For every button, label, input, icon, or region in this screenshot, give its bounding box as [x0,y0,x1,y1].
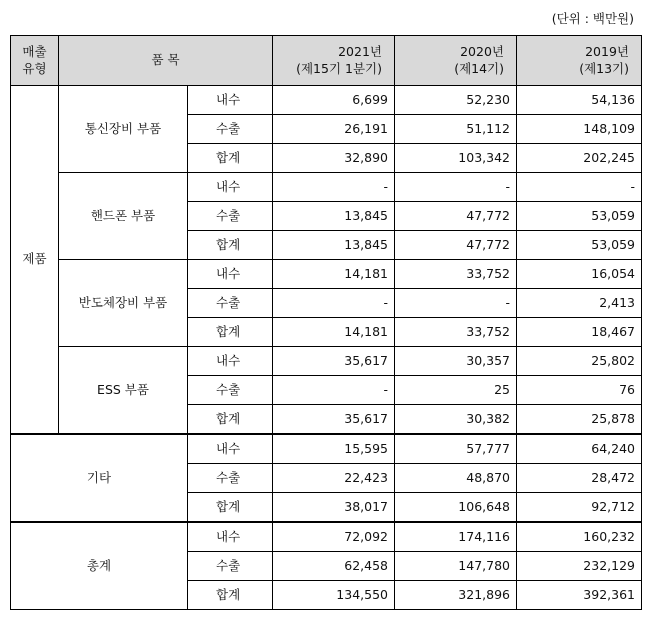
value-2021: 26,191 [273,115,395,144]
value-2020: 147,780 [395,552,517,581]
value-2021: 62,458 [273,552,395,581]
value-2021: 134,550 [273,581,395,610]
value-2021: 38,017 [273,493,395,523]
value-2020: 33,752 [395,260,517,289]
header-sales-type-line1: 매출 [22,44,47,60]
item-phone-parts: 핸드폰 부품 [59,173,188,260]
value-2019: 76 [517,376,642,405]
header-item: 품 목 [59,36,273,86]
header-year: 2019년 [585,44,629,60]
value-2021: 13,845 [273,202,395,231]
value-2021: 72,092 [273,522,395,552]
table-row [11,434,642,464]
value-2021: 35,617 [273,405,395,435]
value-2019: 2,413 [517,289,642,318]
header-2019 [517,36,642,86]
value-2019: 160,232 [517,522,642,552]
value-2020: 47,772 [395,231,517,260]
sub-label: 합계 [188,493,273,523]
sales-table [10,35,642,610]
sub-label: 합계 [188,581,273,610]
value-2021: - [273,376,395,405]
header-sales-type-line2: 유형 [22,60,47,76]
value-2020: - [395,173,517,202]
value-2019: 18,467 [517,318,642,347]
sub-label: 합계 [188,405,273,435]
item-ess-parts: ESS 부품 [59,347,188,435]
value-2019: 53,059 [517,231,642,260]
header-row [11,36,642,86]
value-2020: 25 [395,376,517,405]
header-2021 [273,36,395,86]
header-sales-type [11,36,59,86]
item-telecom-parts: 통신장비 부품 [59,86,188,173]
table-row [11,260,642,289]
value-2020: 33,752 [395,318,517,347]
value-2021: 35,617 [273,347,395,376]
value-2021: 6,699 [273,86,395,115]
value-2020: 51,112 [395,115,517,144]
header-year: 2020년 [460,44,504,60]
unit-note: (단위 : 백만원) [551,11,634,26]
value-2019: 392,361 [517,581,642,610]
value-2019: 148,109 [517,115,642,144]
value-2021: 14,181 [273,260,395,289]
sub-label: 합계 [188,231,273,260]
value-2021: - [273,289,395,318]
sub-label: 수출 [188,552,273,581]
value-2020: 103,342 [395,144,517,173]
value-2020: - [395,289,517,318]
sub-label: 수출 [188,289,273,318]
value-2021: 22,423 [273,464,395,493]
value-2020: 57,777 [395,434,517,464]
value-2019: 28,472 [517,464,642,493]
value-2020: 30,382 [395,405,517,435]
value-2020: 48,870 [395,464,517,493]
header-year: 2021년 [338,44,382,60]
value-2019: 25,878 [517,405,642,435]
sub-label: 수출 [188,376,273,405]
table-row [11,522,642,552]
value-2020: 52,230 [395,86,517,115]
item-total: 총계 [11,522,188,610]
header-period: (제15기 1분기) [296,60,382,76]
sub-label: 내수 [188,522,273,552]
value-2019: 25,802 [517,347,642,376]
sub-label: 합계 [188,144,273,173]
value-2021: - [273,173,395,202]
value-2020: 174,116 [395,522,517,552]
sub-label: 수출 [188,202,273,231]
table-row [11,347,642,376]
header-2020 [395,36,517,86]
value-2020: 47,772 [395,202,517,231]
value-2021: 32,890 [273,144,395,173]
value-2019: 16,054 [517,260,642,289]
sub-label: 내수 [188,86,273,115]
value-2019: 232,129 [517,552,642,581]
item-other: 기타 [11,434,188,522]
value-2021: 15,595 [273,434,395,464]
value-2020: 321,896 [395,581,517,610]
sales-type-product: 제품 [11,86,59,435]
header-period: (제14기) [454,60,504,76]
sub-label: 내수 [188,260,273,289]
value-2019: 53,059 [517,202,642,231]
sub-label: 내수 [188,173,273,202]
value-2019: - [517,173,642,202]
value-2019: 64,240 [517,434,642,464]
value-2019: 202,245 [517,144,642,173]
value-2019: 54,136 [517,86,642,115]
sub-label: 수출 [188,115,273,144]
value-2021: 13,845 [273,231,395,260]
value-2019: 92,712 [517,493,642,523]
table-row [11,173,642,202]
sub-label: 내수 [188,347,273,376]
value-2020: 30,357 [395,347,517,376]
sub-label: 내수 [188,434,273,464]
sub-label: 수출 [188,464,273,493]
table-row [11,86,642,115]
header-period: (제13기) [579,60,629,76]
item-semiconductor-parts: 반도체장비 부품 [59,260,188,347]
value-2020: 106,648 [395,493,517,523]
value-2021: 14,181 [273,318,395,347]
sub-label: 합계 [188,318,273,347]
